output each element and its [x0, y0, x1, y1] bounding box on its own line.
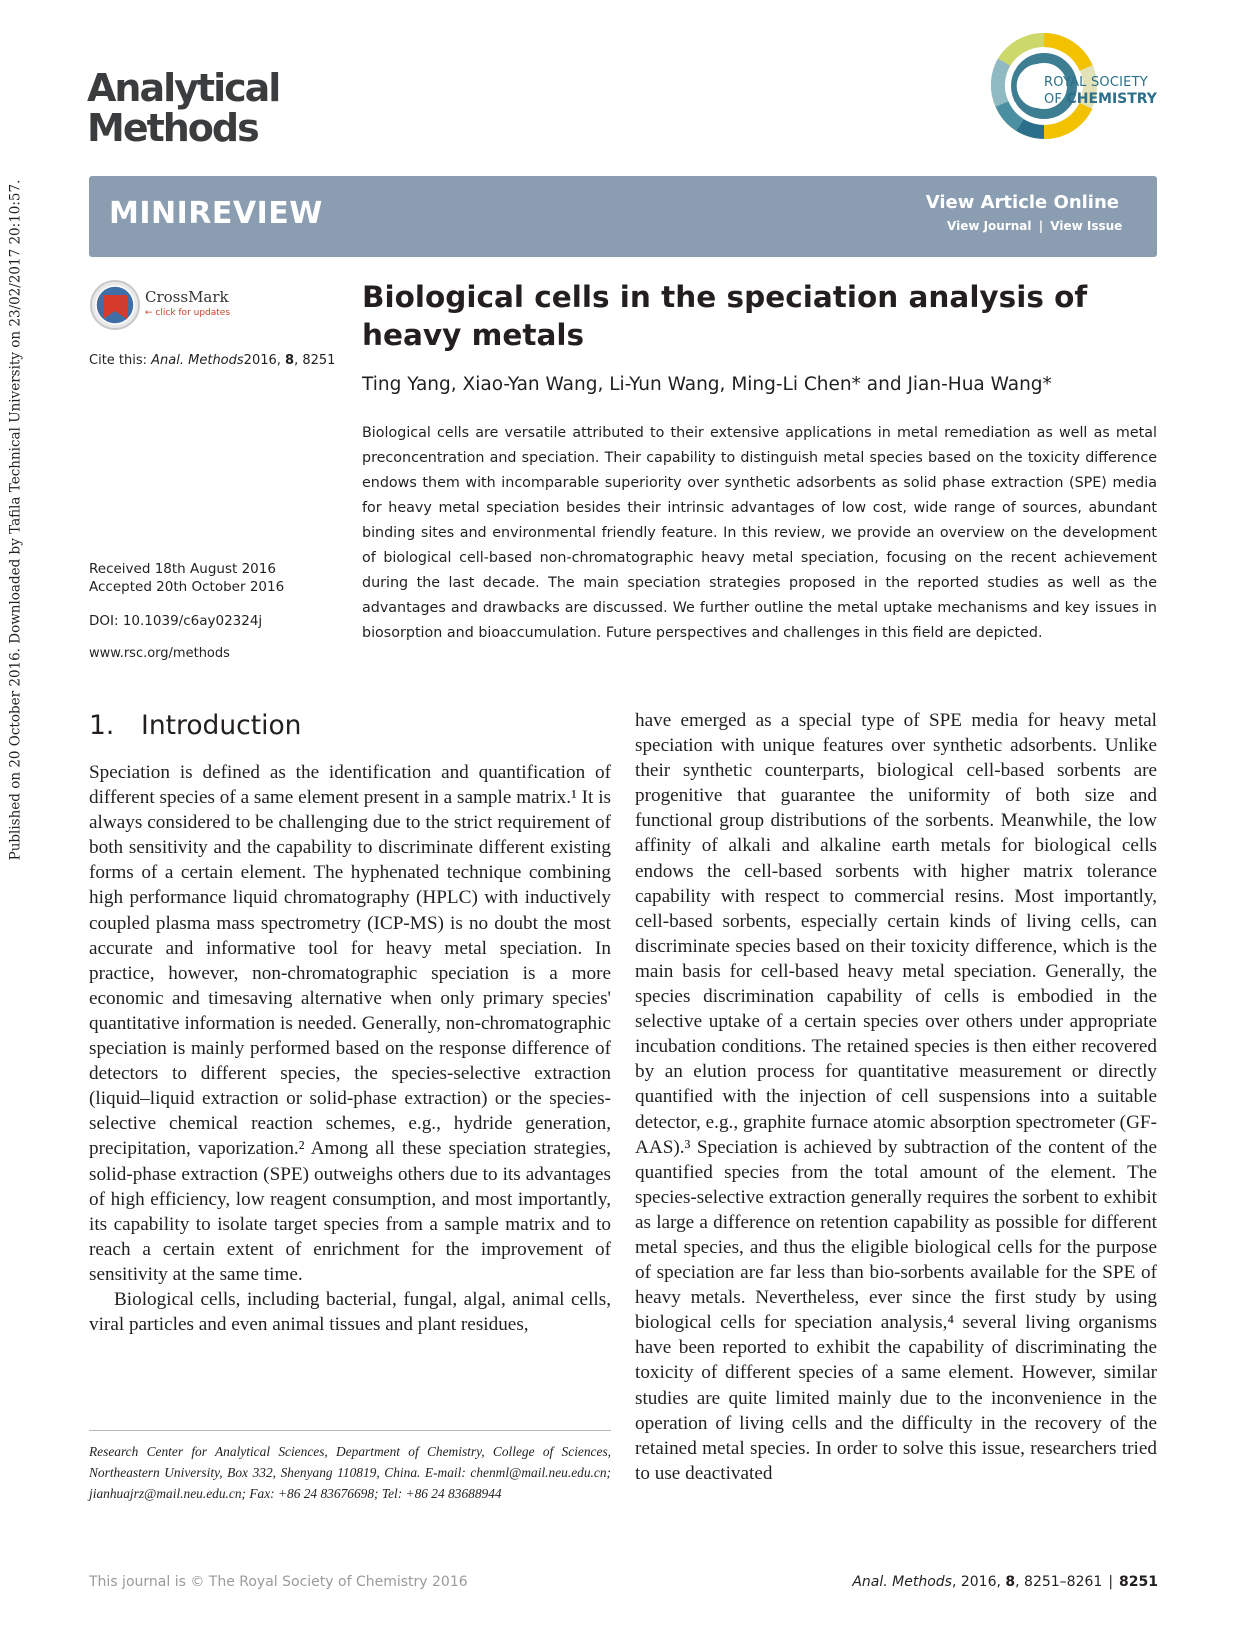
- cite-volume: 8: [285, 353, 295, 368]
- abstract: Biological cells are versatile attributed to their extensive applications in metal remediation as well as metal preconcentration and speciation. Their capability to distinguish metal species based on the toxicity difference endows them with incomparable superiority over synthetic adsorbents as solid phase extraction (SPE) media for heavy metal speciation besides their intrinsic advantages of low cost, wide range of sources, abundant binding sites and environmental friendly feature. In this review, we provide an overview on the development of biological cell-based non-chromatographic heavy metal speciation, focusing on the recent achievement during the last decade. The main speciation strategies proposed in the reported studies as well as the advantages and drawbacks are discussed. We further outline the metal uptake mechanisms and key issues in biosorption and bioaccumulation. Future perspectives and challenges in this field are depicted.: [362, 425, 1157, 641]
- rsc-name: [1044, 75, 1157, 107]
- journal-title-line1: Analytical: [87, 66, 280, 110]
- page-number: 8251: [1119, 1574, 1158, 1590]
- rsc-name-line2: [1044, 90, 1157, 107]
- section-heading: [89, 710, 301, 741]
- cite-prefix: Cite this:: [89, 353, 152, 368]
- journal-title-line2: Methods: [87, 106, 258, 150]
- accepted-date: Accepted 20th October 2016: [89, 579, 285, 595]
- download-stamp: [0, 50, 30, 990]
- crossmark-label: CrossMark: [145, 288, 229, 306]
- view-links: [947, 219, 1122, 233]
- paragraph: have emerged as a special type of SPE media for heavy metal speciation with unique features over synthetic adsorbents. Unlike their synthetic counterparts, biological cell-based sorbents are progenitive that guarantee the uniformity of both size and functional group distributions of the sorbents. Meanwhile, the low affinity of alkali and alkaline earth metals for biological cells endows the cell-based sorbents with higher matrix tolerance capability with respect to commercial resins. Most importantly, cell-based sorbents, especially certain kinds of living cells, can discriminate species based on their toxicity difference, which is the main basis for cell-based heavy metal speciation. Generally, the species discrimination capability of cells is embodied in the selective uptake of a certain species over others under appropriate incubation conditions. The retained species is then either recovered by an elution process for quantitative measurement or directly quantified with the injection of cell suspensions into a suitable detector, e.g., graphite furnace atomic absorption spectrometer (GF-AAS).³ Speciation is achieved by subtraction of the content of the quantified species from the total amount of the element. The species-selective extraction generally requires the sorbent to exhibit as large a difference on retention capability as possible for different metal species, and thus the eligible biological cells for the purpose of speciation are far less than bio-sorbents available for the SPE of heavy metals. Nevertheless, ever since the first study by using biological cells for speciation analysis,⁴ several living organisms have been reported to exhibit the capability of discriminating the toxicity of different species of a same element. However, similar studies are quite limited mainly due to the inconvenience in the operation of living cells and the difficulty in the recovery of the retained metal species. In order to solve this issue, researchers tried to use deactivated: [635, 710, 1157, 1484]
- cite-journal: Anal. Methods: [151, 353, 244, 368]
- view-issue-link[interactable]: View Issue: [1050, 219, 1123, 233]
- body-column-right: [635, 708, 1157, 1486]
- journal-title: [87, 68, 347, 148]
- footer-separator: |: [1108, 1574, 1114, 1590]
- paragraph: Speciation is defined as the identification and quantification of different species of a same element present in a sample matrix.¹ It is always considered to be challenging due to the strict requirement of both sensitivity and the capability to discriminate different existing forms of a certain element. The hyphenated technique combining high performance liquid chromatography (HPLC) with inductively coupled plasma mass spectrometry (ICP-MS) is no doubt the most accurate and informative tool for heavy metal speciation. In practice, however, non-chromatographic speciation is a more economic and timesaving alternative when only primary species' quantitative information is needed. Generally, non-chromatographic speciation is mainly performed based on the response difference of detectors to different species, the species-selective extraction (liquid–liquid extraction or solid-phase extraction) or the species-selective chemical reaction schemes, e.g., hydride generation, precipitation, vaporization.² Among all these speciation strategies, solid-phase extraction (SPE) outweighs others due to its advantages of high efficiency, low reagent consumption, and most importantly, its capability to isolate target species from a sample matrix and to reach a certain extent of enrichment for the improvement of sensitivity at the same time.: [89, 762, 611, 1285]
- rsc-name-line1: ROYAL SOCIETY: [1044, 75, 1148, 90]
- footer-year: , 2016,: [951, 1574, 1006, 1590]
- arrow-left-icon: ←: [145, 308, 153, 318]
- cite-page: , 8251: [294, 353, 336, 368]
- footer-journal: Anal. Methods: [852, 1574, 952, 1590]
- crossmark-sub: [145, 308, 230, 318]
- copyright-footer: This journal is © The Royal Society of Chemistry 2016: [89, 1574, 468, 1590]
- doi[interactable]: DOI: 10.1039/c6ay02324j: [89, 613, 263, 629]
- authors: Ting Yang, Xiao-Yan Wang, Li-Yun Wang, Ming-Li Chen* and Jian-Hua Wang*: [362, 374, 1052, 395]
- download-stamp-text: Published on 20 October 2016. Downloaded by Tafila Technical University on 23/02/2017 20:10:57.: [7, 179, 23, 861]
- crossmark-icon: [89, 279, 141, 331]
- article-title: Biological cells in the speciation analysis of heavy metals: [362, 280, 1088, 352]
- journal-url[interactable]: www.rsc.org/methods: [89, 646, 230, 661]
- article-type: MINIREVIEW: [109, 196, 323, 231]
- rsc-name-of: OF: [1044, 92, 1067, 107]
- crossmark-button[interactable]: [89, 279, 259, 335]
- view-journal-link[interactable]: View Journal: [947, 219, 1032, 233]
- body-column-left: [89, 760, 611, 1337]
- view-article-online-link[interactable]: View Article Online: [925, 192, 1119, 213]
- footer-volume: 8: [1005, 1574, 1016, 1590]
- paragraph: Biological cells, including bacterial, fungal, algal, animal cells, viral particles and even animal tissues and plant residues,: [89, 1288, 611, 1336]
- crossmark-sub-text: click for updates: [155, 308, 231, 318]
- view-links-separator: |: [1038, 219, 1044, 233]
- rsc-name-chemistry: CHEMISTRY: [1066, 91, 1157, 107]
- article-type-banner: [89, 176, 1157, 257]
- received-date: Received 18th August 2016: [89, 561, 276, 577]
- page-footer: [852, 1574, 1158, 1590]
- citation: [89, 353, 335, 368]
- cite-year: 2016,: [243, 353, 286, 368]
- section-number: 1.: [89, 710, 115, 741]
- section-title: Introduction: [141, 710, 302, 741]
- author-affiliation: Research Center for Analytical Sciences, Department of Chemistry, College of Sciences, Northeastern University, Box 332, Shenyang 110819, China. E-mail: chenml@mail.neu.edu.cn; jianhuajrz@mail.neu.edu.cn; Fax: +86 24 83676698; Tel: +86 24 83688944: [89, 1444, 611, 1501]
- footnote-divider: [89, 1430, 611, 1431]
- footer-pages: , 8251–8261: [1015, 1574, 1103, 1590]
